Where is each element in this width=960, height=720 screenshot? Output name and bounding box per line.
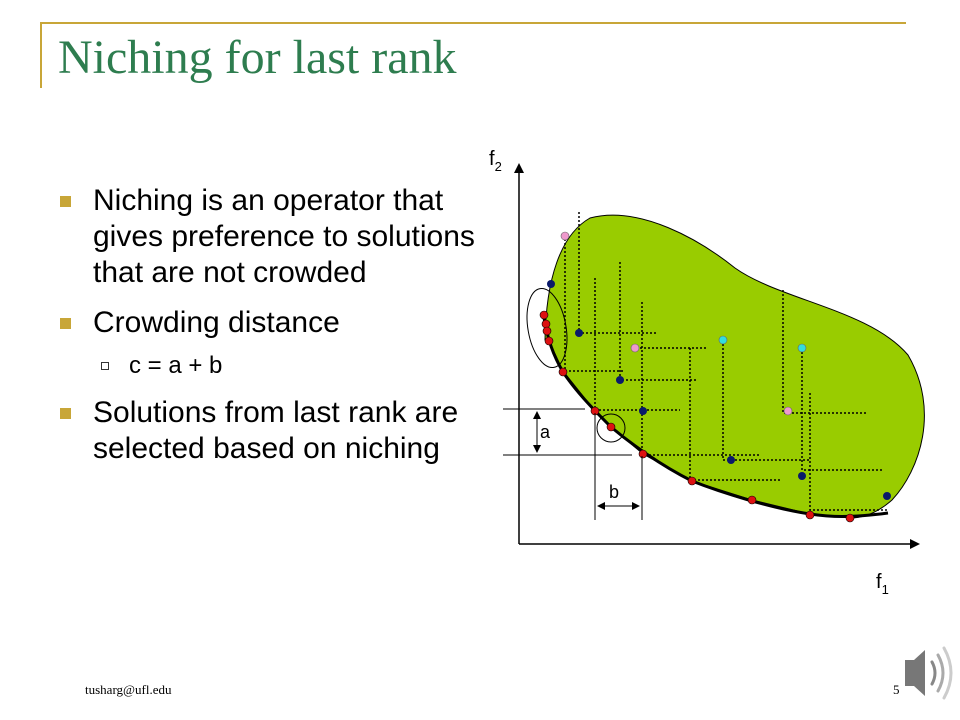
front-point (540, 311, 548, 319)
dim-b-label: b (609, 482, 620, 502)
front-point (846, 514, 854, 522)
pink-point (561, 232, 569, 240)
front-point (545, 337, 553, 345)
pink-point (784, 407, 792, 415)
front-point (559, 368, 567, 376)
front-point (639, 450, 647, 458)
dark-point (798, 472, 806, 480)
footer-email: tusharg@ufl.edu (85, 682, 172, 697)
y-axis-label: $f_2$ (489, 148, 502, 174)
bullet-text: Crowding distance (93, 306, 340, 339)
front-point (688, 477, 696, 485)
dim-a-label: a (540, 422, 551, 442)
front-point (542, 320, 550, 328)
subbullet-text: c = a + b (129, 352, 223, 379)
page-number: 5 (893, 682, 900, 697)
slide-title: Niching for last rank (58, 31, 457, 84)
dark-point (883, 492, 891, 500)
front-point (607, 423, 615, 431)
dark-point (547, 280, 555, 288)
dark-point (575, 329, 583, 337)
objective-region (545, 215, 924, 518)
front-point (806, 511, 814, 519)
pink-point (631, 344, 639, 352)
dark-point (616, 376, 624, 384)
front-point (748, 496, 756, 504)
cyan-point (719, 336, 727, 344)
front-point (543, 327, 551, 335)
x-axis-label: $f_1$ (876, 571, 889, 597)
bullet-text: Solutions from last rank are selected based on niching (93, 396, 459, 465)
bullet-text: Niching is an operator that gives preference to solutions that are not crowded (93, 184, 475, 289)
cyan-point (798, 344, 806, 352)
dark-point (639, 407, 647, 415)
dark-point (727, 456, 735, 464)
